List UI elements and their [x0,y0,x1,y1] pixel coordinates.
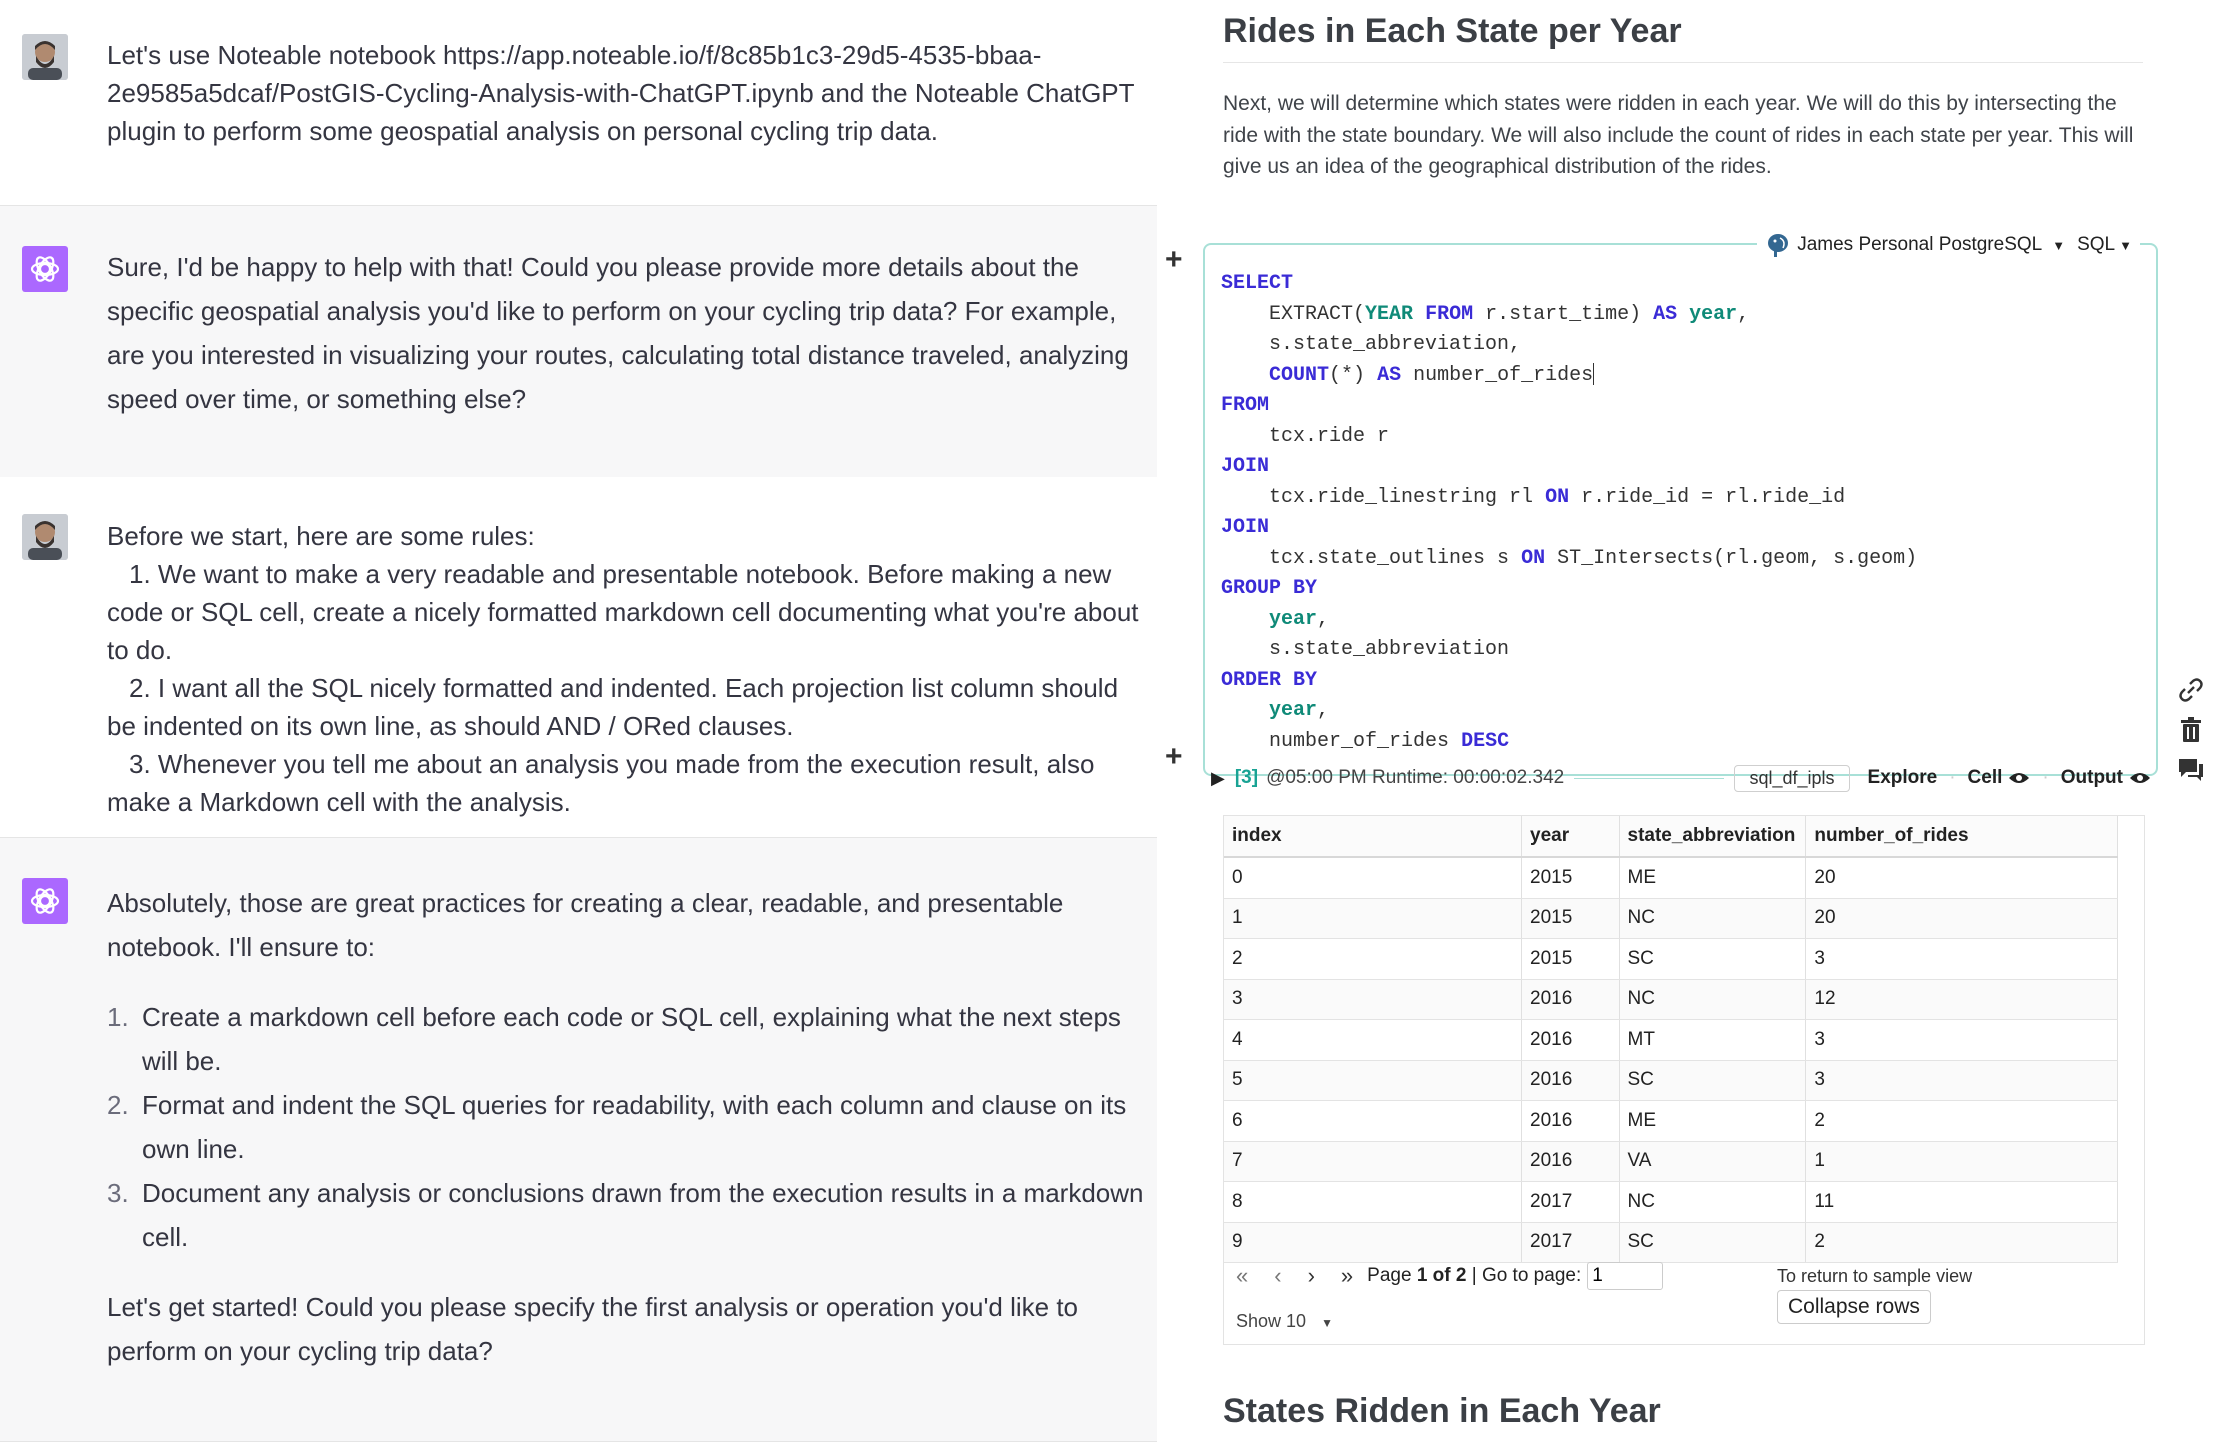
add-cell-below-button[interactable]: + [1165,740,1183,773]
table-cell: 7 [1224,1141,1522,1182]
sql-editor[interactable]: SELECT EXTRACT(YEAR FROM r.start_time) AS year, s.state_abbreviation, COUNT(*) AS number_of_rides FROM tcx.ride r JOIN tcx.ride_linestring rl ON r.ride_id = rl.ride_id JOIN tcx.state_outlines s ON ST_Intersects(rl.geom, s.geom) GROUP BY year, s.state_abbreviation ORDER BY year, number_of_rides DESC [1221,272,1918,753]
table-cell: 5 [1224,1060,1522,1101]
table-cell: MT [1619,1020,1806,1061]
list-number: 2. [107,1090,129,1120]
run-divider [1574,778,1724,779]
datasource-selector[interactable] [1765,232,2065,258]
list-number: 3. [107,1178,129,1208]
table-cell: SC [1619,1060,1806,1101]
table-cell: 1 [1224,898,1522,939]
comment-icon[interactable] [2177,756,2207,786]
table-pagination [1236,1262,1663,1290]
table-cell: 2015 [1522,898,1620,939]
chat-message-assistant [0,205,1157,479]
table-cell: 4 [1224,1020,1522,1061]
markdown-cell: Next, we will determine which states were ridden in each year. We will do this by intersecting the ride with the state boundary. We will also include the count of rides in each state per year. This will give us an idea of the geographical distribution of the rides. [1223,92,2134,178]
chat-message-assistant [0,837,1157,1442]
list-item-text: Create a markdown cell before each code or SQL cell, explaining what the next steps will be. [142,1002,1121,1076]
table-cell: 11 [1806,1182,2118,1223]
column-header[interactable]: year [1522,816,1620,857]
goto-label: Go to page: [1481,1265,1582,1286]
output-toggle-label: Output [2060,767,2123,788]
column-header[interactable]: state_abbreviation [1619,816,1806,857]
table-cell: 12 [1806,979,2118,1020]
list-item [107,995,1147,1083]
table-row [1224,898,2118,939]
last-page-icon[interactable]: » [1340,1263,1354,1288]
heading-divider [1223,62,2143,63]
list-item [107,1083,1147,1171]
table-cell: NC [1619,979,1806,1020]
table-cell: 2 [1806,1222,2118,1263]
list-number: 1. [107,1002,129,1032]
table-cell: 2016 [1522,1020,1620,1061]
separator-dot: · [1949,767,1956,788]
chatgpt-logo-icon [22,878,68,924]
sample-view-note: To return to sample view [1777,1266,1973,1286]
column-header[interactable]: index [1224,816,1522,857]
postgresql-elephant-icon [1765,232,1791,258]
table-header-row [1224,816,2118,857]
section-heading: Rides in Each State per Year [1223,12,1682,50]
run-status: @05:00 PM Runtime: 00:00:02.342 [1266,767,1565,788]
table-cell: 2016 [1522,979,1620,1020]
table-cell: 3 [1224,979,1522,1020]
reply-intro: Absolutely, those are great practices for creating a clear, readable, and presentable notebook. I'll ensure to: [107,888,1064,962]
table-cell: 2017 [1522,1222,1620,1263]
page-label: Page [1367,1265,1412,1286]
sql-code-cell[interactable] [1203,234,2158,776]
table-cell: NC [1619,1182,1806,1223]
table-row [1224,1141,2118,1182]
result-table-container [1223,815,2145,1345]
table-row [1224,1222,2118,1263]
separator-dot: · [2042,767,2049,788]
section-heading: States Ridden in Each Year [1223,1392,1661,1430]
cell-side-actions [2177,676,2207,796]
pager-separator: | [1471,1265,1477,1286]
reply-outro: Let's get started! Could you please specify the first analysis or operation you'd like to perform on your cycling trip data? [107,1292,1079,1366]
rule-item: 1. We want to make a very readable and presentable notebook. Before making a new code or SQL cell, create a nicely formatted markdown cell documenting what you're about to do. [107,559,1139,665]
first-page-icon[interactable]: « [1236,1263,1249,1288]
page-size-select[interactable] [1236,1311,1333,1332]
practice-list [107,995,1147,1259]
table-cell: 2016 [1522,1101,1620,1142]
table-cell: SC [1619,939,1806,980]
add-cell-above-button[interactable]: + [1165,243,1183,276]
table-cell: 2016 [1522,1141,1620,1182]
language-label: SQL [2077,234,2116,255]
result-table [1224,816,2118,1263]
explore-button[interactable]: Explore [1867,767,1938,788]
cell-toolbar [1757,225,2140,265]
message-text [107,881,1147,1373]
message-text: Sure, I'd be happy to help with that! Could you please provide more details about the specific geospatial analysis you'd like to perform on your cycling trip data? For example, are you interested in visualizing your routes, calculating total distance traveled, analyzing speed over time, or something else? [107,252,1129,414]
list-item [107,1171,1147,1259]
table-row [1224,857,2118,898]
caret-down-icon: ▼ [1321,1316,1333,1330]
datasource-name: James Personal PostgreSQL [1797,234,2043,255]
table-cell: NC [1619,898,1806,939]
goto-page-input[interactable] [1587,1262,1663,1290]
table-row [1224,1101,2118,1142]
rule-item: 2. I want all the SQL nicely formatted and indented. Each projection list column should be indented on its own line, as should AND / ORed clauses. [107,673,1119,741]
notebook-panel [1157,0,2226,1440]
caret-down-icon: ▼ [2119,238,2132,253]
column-header[interactable]: number_of_rides [1806,816,2118,857]
execution-count: [3] [1234,767,1259,788]
table-cell: SC [1619,1222,1806,1263]
chatgpt-logo-icon [22,246,68,292]
table-cell: 6 [1224,1101,1522,1142]
eye-icon [2129,771,2151,785]
text-cursor [1593,363,1594,385]
rules-intro: Before we start, here are some rules: [107,521,535,551]
next-page-icon[interactable]: › [1307,1263,1315,1288]
table-cell: 2015 [1522,857,1620,898]
chat-message-user [0,0,1157,205]
message-text: Let's use Noteable notebook https://app.noteable.io/f/8c85b1c3-29d5-4535-bbaa-2e9585a5dcaf/PostGIS-Cycling-Analysis-with-ChatGPT.ipynb and the Noteable ChatGPT plugin to perform some geospatial analysis on personal cycling trip data. [107,40,1135,146]
rule-item: 3. Whenever you tell me about an analysis you made from the execution result, also make a Markdown cell with the analysis. [107,749,1095,817]
table-cell: ME [1619,1101,1806,1142]
table-cell: 2016 [1522,1060,1620,1101]
table-cell: 20 [1806,898,2118,939]
user-avatar [22,514,68,560]
table-cell: 3 [1806,1060,2118,1101]
table-cell: 1 [1806,1141,2118,1182]
table-cell: ME [1619,857,1806,898]
table-row [1224,1182,2118,1223]
caret-down-icon: ▼ [2052,237,2066,253]
list-item-text: Format and indent the SQL queries for readability, with each column and clause on its own line. [142,1090,1127,1164]
table-cell: 9 [1224,1222,1522,1263]
table-cell: 2015 [1522,939,1620,980]
table-cell: 3 [1806,1020,2118,1061]
table-row [1224,1020,2118,1061]
output-visibility-toggle[interactable] [2061,767,2151,789]
cell-run-bar [1211,762,2151,794]
page-size-label: Show 10 [1236,1311,1307,1331]
table-cell: 3 [1806,939,2118,980]
table-cell: 2 [1806,1101,2118,1142]
eye-icon [2008,771,2030,785]
table-cell: 2 [1224,939,1522,980]
cell-toggle-label: Cell [1967,767,2003,788]
page-indicator: 1 of 2 [1416,1265,1467,1286]
run-cell-icon[interactable]: ▶ [1211,767,1225,788]
previous-page-icon[interactable]: ‹ [1274,1263,1282,1288]
trash-icon[interactable] [2177,716,2207,746]
table-row [1224,979,2118,1020]
table-cell: 20 [1806,857,2118,898]
language-selector[interactable] [2077,234,2132,256]
table-row [1224,939,2118,980]
link-icon[interactable] [2177,676,2207,706]
table-cell: VA [1619,1141,1806,1182]
chat-message-user [0,477,1157,837]
message-text [107,517,1147,821]
table-cell: 8 [1224,1182,1522,1223]
user-avatar [22,34,68,80]
output-variable-name[interactable]: sql_df_ipls [1734,765,1849,792]
table-cell: 0 [1224,857,1522,898]
table-cell: 2017 [1522,1182,1620,1223]
collapse-rows-button[interactable]: Collapse rows [1777,1290,1931,1324]
list-item-text: Document any analysis or conclusions drawn from the execution results in a markdown cell. [142,1178,1144,1252]
table-row [1224,1060,2118,1101]
cell-visibility-toggle[interactable] [1968,767,2031,789]
